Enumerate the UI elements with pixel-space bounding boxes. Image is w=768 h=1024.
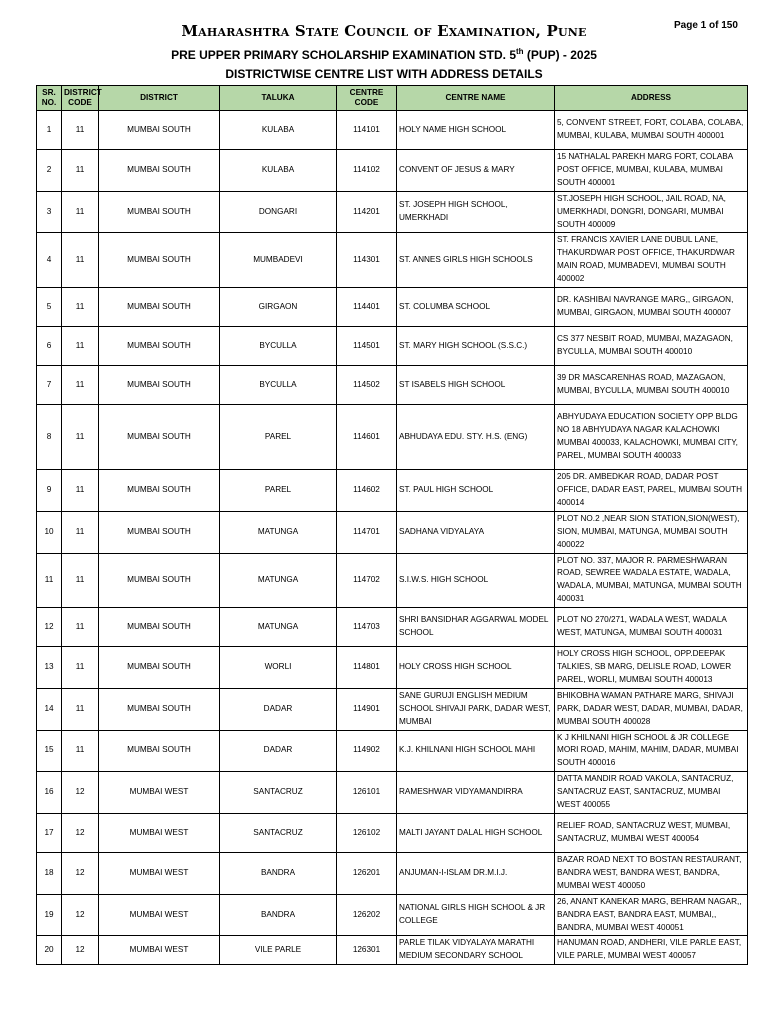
cell-sr-no: 14 [37, 688, 62, 730]
cell-district: MUMBAI SOUTH [99, 470, 220, 512]
cell-address: ST.JOSEPH HIGH SCHOOL, JAIL ROAD, NA, UMERKHADI, DONGRI, DONGARI, MUMBAI SOUTH 400009 [555, 191, 748, 233]
cell-sr-no: 12 [37, 608, 62, 647]
table-row [37, 608, 748, 647]
cell-district-code: 11 [62, 327, 99, 366]
cell-district-code: 12 [62, 814, 99, 853]
table-row [37, 150, 748, 192]
cell-district: MUMBAI SOUTH [99, 233, 220, 288]
cell-centre-name: ST. PAUL HIGH SCHOOL [397, 470, 555, 512]
cell-sr-no: 19 [37, 894, 62, 936]
cell-district-code: 11 [62, 191, 99, 233]
cell-centre-name: ST. ANNES GIRLS HIGH SCHOOLS [397, 233, 555, 288]
cell-district-code: 11 [62, 688, 99, 730]
cell-centre-code: 114101 [337, 111, 397, 150]
cell-taluka: SANTACRUZ [220, 772, 337, 814]
cell-taluka: PAREL [220, 470, 337, 512]
cell-taluka: PAREL [220, 405, 337, 470]
table-row [37, 233, 748, 288]
cell-centre-name: SADHANA VIDYALAYA [397, 511, 555, 553]
subtitle-text: PRE UPPER PRIMARY SCHOLARSHIP EXAMINATION STD. 5 [171, 48, 516, 62]
cell-centre-name: RAMESHWAR VIDYAMANDIRRA [397, 772, 555, 814]
cell-centre-name: HOLY NAME HIGH SCHOOL [397, 111, 555, 150]
subtitle-suffix: (PUP) - 2025 [523, 48, 597, 62]
cell-sr-no: 5 [37, 288, 62, 327]
cell-district-code: 12 [62, 853, 99, 895]
cell-address: CS 377 NESBIT ROAD, MUMBAI, MAZAGAON, BYCULLA, MUMBAI SOUTH 400010 [555, 327, 748, 366]
cell-centre-name: PARLE TILAK VIDYALAYA MARATHI MEDIUM SECONDARY SCHOOL [397, 936, 555, 965]
cell-district-code: 11 [62, 405, 99, 470]
cell-address: 15 NATHALAL PAREKH MARG FORT, COLABA POST OFFICE, MUMBAI, KULABA, MUMBAI SOUTH 400001 [555, 150, 748, 192]
cell-centre-code: 114102 [337, 150, 397, 192]
cell-taluka: BYCULLA [220, 366, 337, 405]
cell-address: DR. KASHIBAI NAVRANGE MARG,, GIRGAON, MUMBAI, GIRGAON, MUMBAI SOUTH 400007 [555, 288, 748, 327]
cell-district-code: 12 [62, 936, 99, 965]
cell-district-code: 11 [62, 366, 99, 405]
table-row [37, 111, 748, 150]
cell-taluka: SANTACRUZ [220, 814, 337, 853]
cell-sr-no: 15 [37, 730, 62, 772]
cell-sr-no: 17 [37, 814, 62, 853]
cell-district-code: 11 [62, 288, 99, 327]
table-row [37, 553, 748, 608]
document-subtitle-2: DISTRICTWISE CENTRE LIST WITH ADDRESS DETAILS [225, 67, 543, 81]
cell-district: MUMBAI SOUTH [99, 111, 220, 150]
cell-district-code: 11 [62, 511, 99, 553]
centre-list-table [36, 85, 748, 965]
cell-sr-no: 4 [37, 233, 62, 288]
cell-district: MUMBAI SOUTH [99, 688, 220, 730]
cell-district: MUMBAI SOUTH [99, 288, 220, 327]
cell-sr-no: 10 [37, 511, 62, 553]
cell-district: MUMBAI WEST [99, 936, 220, 965]
cell-taluka: GIRGAON [220, 288, 337, 327]
cell-centre-code: 114902 [337, 730, 397, 772]
cell-address: HOLY CROSS HIGH SCHOOL, OPP.DEEPAK TALKIES, SB MARG, DELISLE ROAD, LOWER PAREL, WORLI, MUMBAI SOUTH 400013 [555, 647, 748, 689]
cell-sr-no: 3 [37, 191, 62, 233]
cell-sr-no: 11 [37, 553, 62, 608]
cell-centre-name: HOLY CROSS HIGH SCHOOL [397, 647, 555, 689]
cell-taluka: DADAR [220, 730, 337, 772]
cell-centre-code: 126301 [337, 936, 397, 965]
cell-district-code: 11 [62, 730, 99, 772]
table-row [37, 647, 748, 689]
cell-district: MUMBAI SOUTH [99, 327, 220, 366]
page-number: Page 1 of 150 [674, 20, 738, 31]
cell-centre-name: ANJUMAN-I-ISLAM DR.M.I.J. [397, 853, 555, 895]
cell-address: HANUMAN ROAD, ANDHERI, VILE PARLE EAST, VILE PARLE, MUMBAI WEST 400057 [555, 936, 748, 965]
cell-centre-code: 114703 [337, 608, 397, 647]
cell-sr-no: 16 [37, 772, 62, 814]
cell-sr-no: 9 [37, 470, 62, 512]
table-row [37, 327, 748, 366]
cell-taluka: DONGARI [220, 191, 337, 233]
cell-centre-code: 114602 [337, 470, 397, 512]
header-district-code-line2: CODE [68, 98, 92, 107]
cell-taluka: KULABA [220, 111, 337, 150]
table-row [37, 853, 748, 895]
cell-centre-code: 114901 [337, 688, 397, 730]
header-district-code-line1: DISTRICT [64, 88, 102, 97]
cell-taluka: VILE PARLE [220, 936, 337, 965]
cell-district: MUMBAI SOUTH [99, 647, 220, 689]
cell-centre-name: ST. COLUMBA SCHOOL [397, 288, 555, 327]
cell-address: PLOT NO. 337, MAJOR R. PARMESHWARAN ROAD, SEWREE WADALA ESTATE, WADALA, WADALA, MUMBAI, MATUNGA, MUMBAI SOUTH 400031 [555, 553, 748, 608]
cell-address: K J KHILNANI HIGH SCHOOL & JR COLLEGE MORI ROAD, MAHIM, MAHIM, DADAR, MUMBAI SOUTH 400016 [555, 730, 748, 772]
header-taluka: TALUKA [220, 86, 337, 111]
cell-centre-code: 114601 [337, 405, 397, 470]
cell-centre-name: ST ISABELS HIGH SCHOOL [397, 366, 555, 405]
cell-centre-name: CONVENT OF JESUS & MARY [397, 150, 555, 192]
document-title: Maharashtra State Council of Examination, Pune [181, 22, 587, 40]
cell-centre-code: 114801 [337, 647, 397, 689]
header-address: ADDRESS [555, 86, 748, 111]
cell-district-code: 11 [62, 150, 99, 192]
cell-centre-code: 114702 [337, 553, 397, 608]
cell-address: RELIEF ROAD, SANTACRUZ WEST, MUMBAI, SANTACRUZ, MUMBAI WEST 400054 [555, 814, 748, 853]
cell-centre-code: 114201 [337, 191, 397, 233]
table-row [37, 814, 748, 853]
header-sr-no-line1: SR. [42, 88, 56, 97]
cell-district: MUMBAI SOUTH [99, 511, 220, 553]
cell-taluka: MATUNGA [220, 511, 337, 553]
cell-centre-name: K.J. KHILNANI HIGH SCHOOL MAHI [397, 730, 555, 772]
cell-taluka: DADAR [220, 688, 337, 730]
cell-sr-no: 1 [37, 111, 62, 150]
table-row [37, 288, 748, 327]
table-row [37, 366, 748, 405]
cell-district: MUMBAI WEST [99, 814, 220, 853]
cell-taluka: MUMBADEVI [220, 233, 337, 288]
header-centre-code: CENTRE CODE [337, 86, 397, 111]
header-district: DISTRICT [99, 86, 220, 111]
cell-district-code: 11 [62, 647, 99, 689]
cell-sr-no: 18 [37, 853, 62, 895]
cell-centre-name: ABHUDAYA EDU. STY. H.S. (ENG) [397, 405, 555, 470]
cell-address: 39 DR MASCARENHAS ROAD, MAZAGAON, MUMBAI, BYCULLA, MUMBAI SOUTH 400010 [555, 366, 748, 405]
cell-centre-code: 126201 [337, 853, 397, 895]
cell-district-code: 11 [62, 233, 99, 288]
table-row [37, 772, 748, 814]
cell-centre-name: S.I.W.S. HIGH SCHOOL [397, 553, 555, 608]
document-subtitle [0, 47, 768, 62]
table-body [37, 111, 748, 965]
cell-sr-no: 2 [37, 150, 62, 192]
cell-district-code: 12 [62, 772, 99, 814]
cell-sr-no: 13 [37, 647, 62, 689]
cell-taluka: MATUNGA [220, 553, 337, 608]
header-centre-name: CENTRE NAME [397, 86, 555, 111]
cell-taluka: KULABA [220, 150, 337, 192]
cell-address: ABHYUDAYA EDUCATION SOCIETY OPP BLDG NO 18 ABHYUDAYA NAGAR KALACHOWKI MUMBAI 400033, KALACHOWKI, MUMBAI CITY, PAREL, MUMBAI SOUTH 400033 [555, 405, 748, 470]
cell-address: BHIKOBHA WAMAN PATHARE MARG, SHIVAJI PARK, DADAR WEST, DADAR, MUMBAI, DADAR, MUMBAI SOUTH 400028 [555, 688, 748, 730]
cell-address: BAZAR ROAD NEXT TO BOSTAN RESTAURANT, BANDRA WEST, BANDRA WEST, BANDRA, MUMBAI WEST 400050 [555, 853, 748, 895]
cell-centre-code: 114401 [337, 288, 397, 327]
cell-district: MUMBAI SOUTH [99, 366, 220, 405]
cell-sr-no: 7 [37, 366, 62, 405]
cell-district: MUMBAI WEST [99, 772, 220, 814]
cell-centre-code: 126102 [337, 814, 397, 853]
cell-centre-name: MALTI JAYANT DALAL HIGH SCHOOL [397, 814, 555, 853]
subtitle-superscript: th [516, 47, 524, 56]
cell-sr-no: 6 [37, 327, 62, 366]
cell-centre-name: ST. MARY HIGH SCHOOL (S.S.C.) [397, 327, 555, 366]
cell-centre-code: 114701 [337, 511, 397, 553]
cell-address: 5, CONVENT STREET, FORT, COLABA, COLABA, MUMBAI, KULABA, MUMBAI SOUTH 400001 [555, 111, 748, 150]
cell-centre-name: SANE GURUJI ENGLISH MEDIUM SCHOOL SHIVAJI PARK, DADAR WEST, MUMBAI [397, 688, 555, 730]
cell-taluka: BANDRA [220, 894, 337, 936]
table-row [37, 511, 748, 553]
cell-district-code: 11 [62, 608, 99, 647]
cell-taluka: BANDRA [220, 853, 337, 895]
cell-district: MUMBAI WEST [99, 894, 220, 936]
cell-centre-name: ST. JOSEPH HIGH SCHOOL, UMERKHADI [397, 191, 555, 233]
header-district-code [62, 86, 102, 111]
cell-district: MUMBAI WEST [99, 853, 220, 895]
cell-sr-no: 20 [37, 936, 62, 965]
table-row [37, 688, 748, 730]
table-row [37, 894, 748, 936]
cell-address: PLOT NO.2 ,NEAR SION STATION,SION(WEST), SION, MUMBAI, MATUNGA, MUMBAI SOUTH 400022 [555, 511, 748, 553]
cell-centre-name: SHRI BANSIDHAR AGGARWAL MODEL SCHOOL [397, 608, 555, 647]
cell-district: MUMBAI SOUTH [99, 150, 220, 192]
cell-sr-no: 8 [37, 405, 62, 470]
table-row [37, 730, 748, 772]
cell-district-code: 11 [62, 553, 99, 608]
table-row [37, 191, 748, 233]
cell-address: 26, ANANT KANEKAR MARG, BEHRAM NAGAR,, BANDRA EAST, BANDRA EAST, MUMBAI,, BANDRA, MUMBAI WEST 400051 [555, 894, 748, 936]
header-sr-no [37, 86, 62, 111]
table-row [37, 470, 748, 512]
cell-centre-code: 114502 [337, 366, 397, 405]
cell-centre-code: 114501 [337, 327, 397, 366]
cell-address: 205 DR. AMBEDKAR ROAD, DADAR POST OFFICE, DADAR EAST, PAREL, MUMBAI SOUTH 400014 [555, 470, 748, 512]
table-header-row [37, 86, 748, 111]
cell-district: MUMBAI SOUTH [99, 608, 220, 647]
cell-centre-code: 114301 [337, 233, 397, 288]
table-row [37, 405, 748, 470]
header-sr-no-line2: NO. [41, 98, 57, 107]
cell-taluka: WORLI [220, 647, 337, 689]
cell-district: MUMBAI SOUTH [99, 730, 220, 772]
cell-district-code: 11 [62, 470, 99, 512]
cell-district: MUMBAI SOUTH [99, 405, 220, 470]
cell-district-code: 11 [62, 111, 99, 150]
cell-district: MUMBAI SOUTH [99, 191, 220, 233]
cell-district-code: 12 [62, 894, 99, 936]
cell-centre-name: NATIONAL GIRLS HIGH SCHOOL & JR COLLEGE [397, 894, 555, 936]
cell-centre-code: 126101 [337, 772, 397, 814]
cell-taluka: MATUNGA [220, 608, 337, 647]
cell-district: MUMBAI SOUTH [99, 553, 220, 608]
cell-taluka: BYCULLA [220, 327, 337, 366]
cell-address: ST. FRANCIS XAVIER LANE DUBUL LANE, THAKURDWAR POST OFFICE, THAKURDWAR MAIN ROAD, MUMBADEVI, MUMBAI SOUTH 400002 [555, 233, 748, 288]
cell-address: DATTA MANDIR ROAD VAKOLA, SANTACRUZ, SANTACRUZ EAST, SANTACRUZ, MUMBAI WEST 400055 [555, 772, 748, 814]
table-row [37, 936, 748, 965]
cell-address: PLOT NO 270/271, WADALA WEST, WADALA WEST, MATUNGA, MUMBAI SOUTH 400031 [555, 608, 748, 647]
cell-centre-code: 126202 [337, 894, 397, 936]
